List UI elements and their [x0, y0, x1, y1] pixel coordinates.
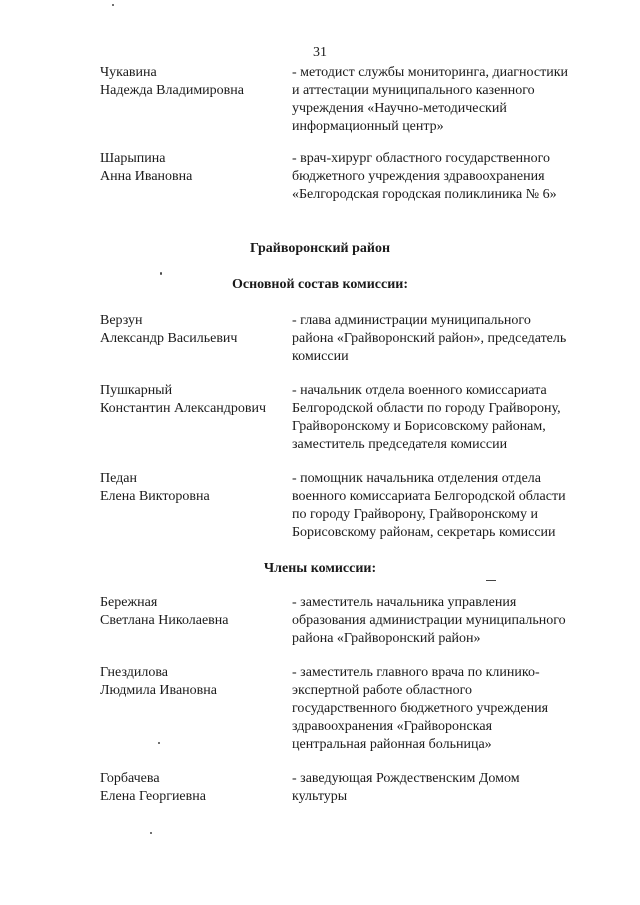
surname: Шарыпина — [100, 151, 166, 166]
scan-speck — [486, 580, 496, 581]
main-section-title: Основной состав комиссии: — [232, 277, 408, 292]
member-position — [292, 150, 600, 204]
member-name — [100, 594, 290, 630]
position-line: заместитель председателя комиссии — [292, 437, 508, 452]
member-position — [292, 382, 600, 454]
position-line: «Белгородская городская поликлиника № 6» — [292, 187, 557, 202]
position-line: - глава администрации муниципального — [292, 313, 531, 328]
position-line: комиссии — [292, 349, 349, 364]
position-line: района «Грайворонский район» — [292, 631, 481, 646]
position-line: культуры — [292, 789, 348, 804]
position-line: государственного бюджетного учреждения — [292, 701, 549, 716]
given-name: Елена Викторовна — [100, 489, 210, 504]
members-section-title: Члены комиссии: — [263, 561, 377, 576]
position-line: экспертной работе областного — [292, 683, 472, 698]
scan-speck — [158, 742, 160, 744]
member-name — [100, 770, 290, 806]
position-line: военного комиссариата Белгородской области — [292, 489, 566, 504]
surname: Горбачева — [100, 771, 160, 786]
given-name: Александр Васильевич — [100, 331, 238, 346]
given-name: Елена Георгиевна — [100, 789, 206, 804]
position-line: по городу Грайворону, Грайворонскому и — [292, 507, 538, 522]
position-line: - помощник начальника отделения отдела — [292, 471, 541, 486]
position-line: информационный центр» — [292, 119, 444, 134]
position-line: образования администрации муниципального — [292, 613, 566, 628]
position-line: учреждения «Научно-методический — [292, 101, 507, 116]
position-line: бюджетного учреждения здравоохранения — [292, 169, 545, 184]
district-title: Грайворонский район — [249, 241, 391, 256]
member-name — [100, 664, 290, 700]
scan-speck — [112, 4, 114, 6]
given-name: Анна Ивановна — [100, 169, 193, 184]
position-line: - заведующая Рождественским Домом — [292, 771, 520, 786]
member-position — [292, 770, 600, 806]
given-name: Константин Александрович — [100, 401, 267, 416]
member-name — [100, 312, 290, 348]
surname: Пушкарный — [100, 383, 173, 398]
given-name: Светлана Николаевна — [100, 613, 229, 628]
position-line: - заместитель главного врача по клинико- — [292, 665, 540, 680]
member-position — [292, 312, 600, 366]
surname: Бережная — [100, 595, 158, 610]
member-position — [292, 470, 600, 542]
member-name — [100, 470, 290, 506]
position-line: Белгородской области по городу Грайворону, — [292, 401, 561, 416]
position-line: центральная районная больница» — [292, 737, 492, 752]
position-line: и аттестации муниципального казенного — [292, 83, 535, 98]
position-line: района «Грайворонский район», председатель — [292, 331, 567, 346]
member-name — [100, 150, 290, 186]
page-number: 31 — [313, 45, 327, 60]
surname: Гнездилова — [100, 665, 168, 680]
given-name: Надежда Владимировна — [100, 83, 244, 98]
position-line: - методист службы мониторинга, диагностики — [292, 65, 568, 80]
member-name — [100, 64, 290, 100]
position-line: здравоохранения «Грайворонская — [292, 719, 493, 734]
position-line: - начальник отдела военного комиссариата — [292, 383, 547, 398]
position-line: Грайворонскому и Борисовскому районам, — [292, 419, 546, 434]
surname: Чукавина — [100, 65, 157, 80]
surname: Педан — [100, 471, 137, 486]
given-name: Людмила Ивановна — [100, 683, 217, 698]
position-line: Борисовскому районам, секретарь комиссии — [292, 525, 556, 540]
member-name — [100, 382, 290, 418]
scan-speck — [160, 272, 162, 275]
member-position — [292, 664, 600, 754]
surname: Верзун — [100, 313, 143, 328]
position-line: - врач-хирург областного государственного — [292, 151, 551, 166]
member-position — [292, 594, 600, 648]
scan-speck — [150, 832, 152, 834]
member-position — [292, 64, 600, 136]
position-line: - заместитель начальника управления — [292, 595, 517, 610]
